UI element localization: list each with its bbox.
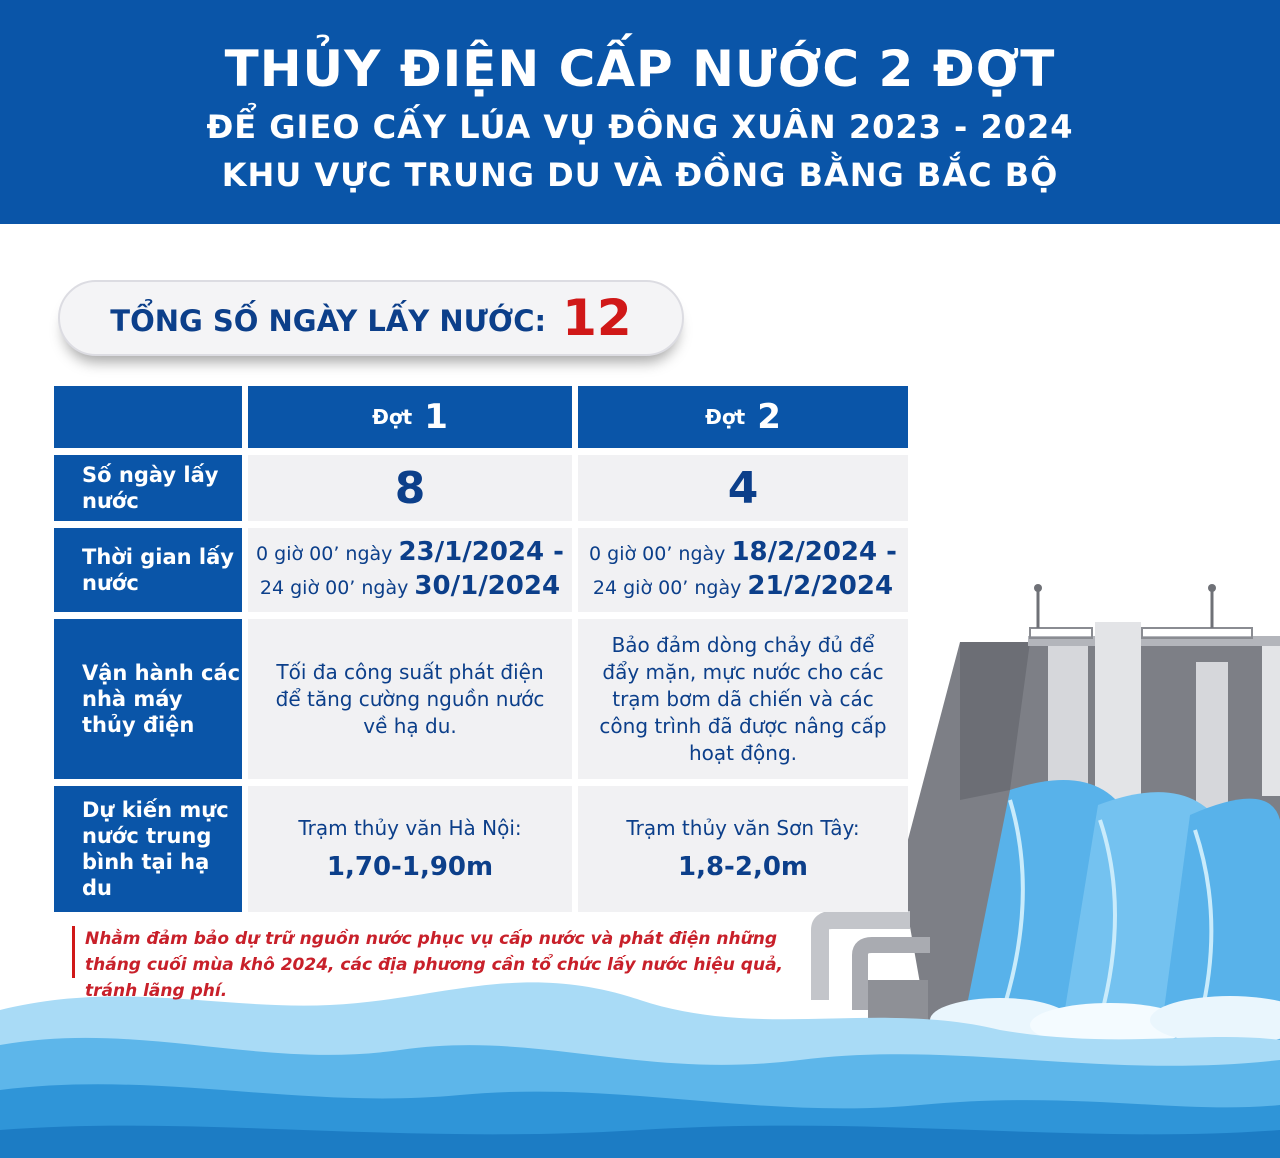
total-days-label: TỔNG SỐ NGÀY LẤY NƯỚC: [110, 304, 547, 338]
level-value: 1,70-1,90m [326, 852, 494, 882]
end-date: 30/1/2024 [414, 571, 561, 601]
subtitle-line-2: KHU VỰC TRUNG DU VÀ ĐỒNG BẰNG BẮC BỘ [221, 156, 1059, 194]
days-phase-1 [248, 455, 572, 521]
start-date: 18/2/2024 - [731, 537, 897, 567]
subtitle-line-1: ĐỂ GIEO CẤY LÚA VỤ ĐÔNG XUÂN 2023 - 2024 [206, 108, 1074, 146]
operation-phase-2 [578, 619, 908, 779]
time-phase-1 [248, 528, 572, 612]
level-phase-1 [248, 786, 572, 912]
row-label-days: Số ngày lấy nước [54, 455, 242, 521]
column-header-phase-1 [248, 386, 572, 448]
footnote: Nhằm đảm bảo dự trữ nguồn nước phục vụ cấp nước và phát điện những tháng cuối mùa khô 2024, các địa phương cần tổ chức lấy nước hiệu quả, tránh lãng phí. [72, 926, 832, 978]
days-value: 8 [394, 462, 426, 514]
page-title: THỦY ĐIỆN CẤP NƯỚC 2 ĐỢT [224, 40, 1056, 98]
days-value: 4 [727, 462, 759, 514]
operation-phase-1 [248, 619, 572, 779]
row-label-level: Dự kiến mực nước trung bình tại hạ du [54, 786, 242, 912]
column-header-phase-2 [578, 386, 908, 448]
station-name: Trạm thủy văn Sơn Tây: [626, 816, 860, 840]
phase-word: Đợt [372, 405, 413, 429]
total-days-badge [58, 280, 684, 356]
start-prefix: 0 giờ 00’ ngày [589, 543, 726, 565]
phase-number: 1 [424, 397, 448, 437]
table-corner-cell [54, 386, 242, 448]
start-date: 23/1/2024 - [398, 537, 564, 567]
operation-text: Tối đa công suất phát điện để tăng cường nguồn nước về hạ du. [275, 659, 545, 738]
level-phase-2 [578, 786, 908, 912]
end-prefix: 24 giờ 00’ ngày [259, 577, 409, 599]
start-prefix: 0 giờ 00’ ngày [256, 543, 393, 565]
total-days-value: 12 [562, 289, 632, 347]
end-prefix: 24 giờ 00’ ngày [592, 577, 742, 599]
level-value: 1,8-2,0m [678, 852, 808, 882]
header-banner [0, 0, 1280, 224]
operation-text: Bảo đảm dòng chảy đủ để đẩy mặn, mực nước cho các trạm bơm dã chiến và các công trình đã được nâng cấp hoạt động. [599, 632, 887, 765]
days-phase-2 [578, 455, 908, 521]
time-phase-2 [578, 528, 908, 612]
row-label-time: Thời gian lấy nước [54, 528, 242, 612]
end-date: 21/2/2024 [747, 571, 894, 601]
phase-word: Đợt [705, 405, 746, 429]
phase-number: 2 [757, 397, 781, 437]
row-label-operation: Vận hành các nhà máy thủy điện [54, 619, 242, 779]
station-name: Trạm thủy văn Hà Nội: [298, 816, 522, 840]
